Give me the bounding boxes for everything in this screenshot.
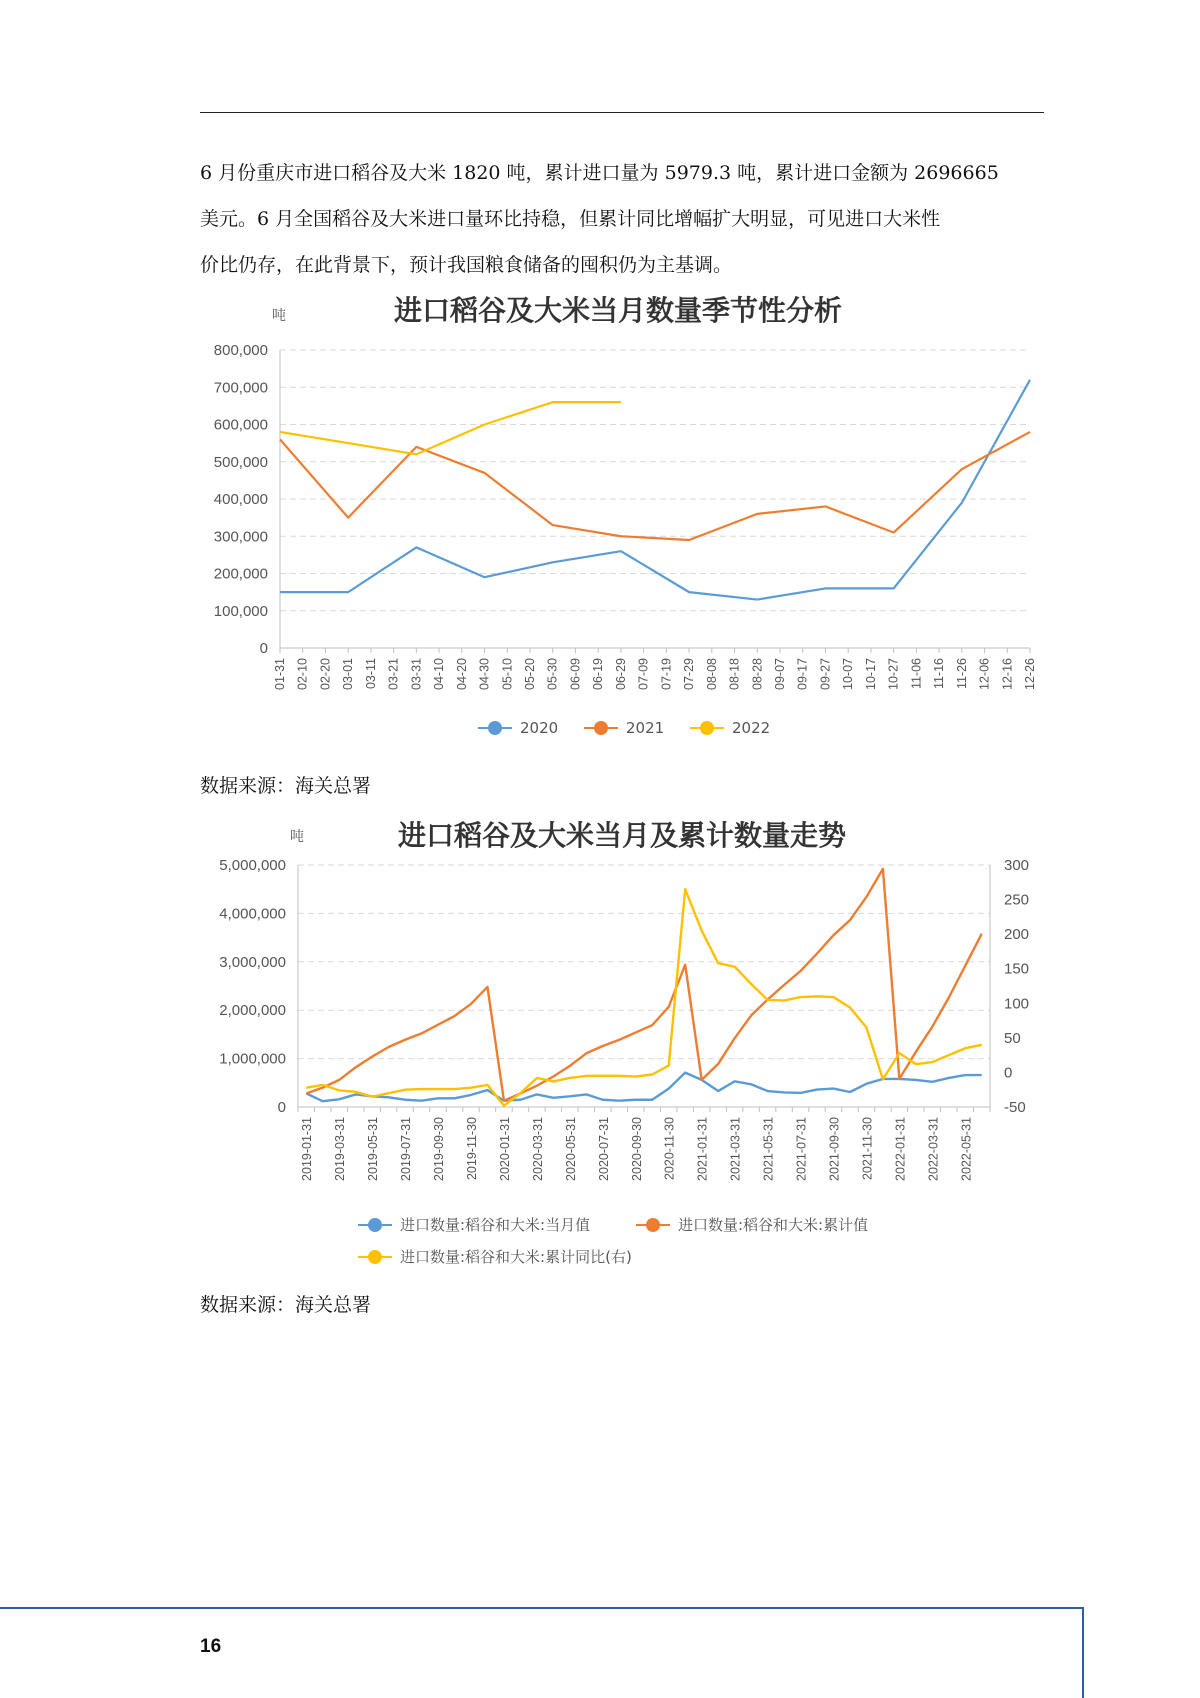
y-tick-label: 200,000	[213, 565, 268, 583]
x-tick-label: 2019-01-31	[300, 1117, 315, 1181]
x-tick-label: 2021-03-31	[728, 1117, 743, 1181]
x-tick-label: 12-16	[1000, 658, 1015, 690]
y-left-tick-label: 2,000,000	[219, 1002, 286, 1020]
x-tick-label: 2019-11-30	[465, 1117, 479, 1181]
y-right-tick-label: 150	[1004, 960, 1030, 978]
x-tick-label: 12-06	[977, 658, 992, 690]
y-tick-label: 500,000	[213, 453, 268, 471]
legend-marker	[594, 721, 608, 735]
x-tick-label: 10-07	[841, 658, 856, 690]
legend-marker	[646, 1218, 660, 1232]
x-tick-label: 07-19	[659, 658, 674, 690]
x-tick-label: 2019-09-30	[432, 1117, 447, 1181]
x-tick-label: 2020-09-30	[629, 1117, 644, 1181]
x-tick-label: 2019-05-31	[366, 1117, 381, 1181]
legend-label: 2021	[626, 719, 665, 737]
header-rule	[200, 112, 1044, 113]
y-tick-label: 0	[259, 640, 268, 657]
series-line-1	[306, 869, 982, 1101]
x-tick-label: 05-30	[545, 658, 560, 690]
legend-marker	[488, 721, 502, 735]
y-tick-label: 100,000	[213, 602, 268, 620]
x-tick-label: 10-27	[886, 658, 901, 690]
x-tick-label: 03-21	[386, 658, 401, 690]
x-tick-label: 2020-11-30	[662, 1117, 677, 1181]
x-tick-label: 01-31	[273, 658, 287, 690]
x-tick-label: 2022-01-31	[893, 1117, 908, 1181]
y-left-tick-label: 1,000,000	[219, 1050, 286, 1068]
y-right-tick-label: 0	[1004, 1064, 1013, 1082]
x-tick-label: 2021-11-30	[860, 1117, 875, 1181]
y-right-tick-label: 100	[1004, 995, 1030, 1013]
y-right-tick-label: 200	[1004, 926, 1030, 944]
x-tick-label: 09-17	[795, 658, 810, 690]
y-right-tick-label: 250	[1004, 891, 1030, 909]
y-tick-label: 800,000	[213, 342, 268, 359]
seasonal-chart	[0, 290, 1200, 750]
x-tick-label: 06-09	[568, 658, 583, 690]
x-tick-label: 08-08	[704, 658, 719, 690]
series-line-2022	[280, 402, 621, 454]
footer-side-rule	[1082, 1607, 1084, 1698]
y-tick-label: 300,000	[213, 528, 268, 546]
x-tick-label: 10-17	[863, 658, 878, 690]
chart2-title: 进口稻谷及大米当月及累计数量走势	[397, 819, 847, 852]
legend-label: 进口数量:稻谷和大米:当月值	[400, 1216, 591, 1234]
x-tick-label: 09-07	[773, 658, 787, 690]
x-tick-label: 04-30	[477, 658, 492, 690]
series-line-0	[306, 1073, 982, 1102]
y-left-tick-label: 0	[277, 1099, 286, 1116]
chart2-unit: 吨	[290, 829, 304, 845]
y-tick-label: 700,000	[213, 379, 268, 397]
legend-label: 进口数量:稻谷和大米:累计值	[678, 1216, 869, 1234]
y-tick-label: 600,000	[213, 416, 268, 434]
footer-rule	[0, 1607, 1082, 1609]
series-line-2020	[280, 380, 1030, 600]
x-tick-label: 2022-05-31	[959, 1117, 974, 1181]
x-tick-label: 05-10	[500, 658, 515, 690]
x-tick-label: 11-26	[954, 658, 969, 690]
paragraph-line: 6 月份重庆市进口稻谷及大米 1820 吨，累计进口量为 5979.3 吨，累计进口金额为 2696665	[200, 162, 999, 184]
y-right-tick-label: 300	[1004, 857, 1030, 874]
legend-marker	[368, 1218, 382, 1232]
legend-label: 2022	[732, 719, 771, 737]
y-left-tick-label: 4,000,000	[219, 905, 286, 923]
trend-chart	[0, 815, 1200, 1275]
x-tick-label: 03-31	[409, 658, 424, 690]
x-tick-label: 12-26	[1023, 658, 1037, 690]
x-tick-label: 06-19	[591, 658, 606, 690]
x-tick-label: 11-16	[932, 658, 947, 690]
x-tick-label: 04-20	[454, 658, 469, 690]
x-tick-label: 2020-03-31	[530, 1117, 545, 1181]
chart1-title: 进口稻谷及大米当月数量季节性分析	[393, 294, 843, 327]
y-left-tick-label: 5,000,000	[219, 857, 286, 874]
x-tick-label: 09-27	[818, 658, 833, 690]
x-tick-label: 2021-05-31	[761, 1117, 776, 1181]
x-tick-label: 08-18	[727, 658, 742, 690]
x-tick-label: 2021-07-31	[794, 1117, 809, 1181]
legend-marker	[368, 1250, 382, 1264]
legend-label: 2020	[520, 719, 559, 737]
series-line-2021	[280, 432, 1030, 540]
x-tick-label: 03-11	[363, 658, 378, 690]
legend-label: 进口数量:稻谷和大米:累计同比(右)	[400, 1248, 632, 1266]
x-tick-label: 2019-03-31	[333, 1117, 348, 1181]
x-tick-label: 2021-09-30	[827, 1117, 842, 1181]
chart1-source: 数据来源：海关总署	[200, 775, 372, 797]
paragraph-line: 美元。6 月全国稻谷及大米进口量环比持稳，但累计同比增幅扩大明显，可见进口大米性	[200, 208, 941, 230]
x-tick-label: 02-10	[295, 658, 310, 690]
y-tick-label: 400,000	[213, 491, 268, 508]
x-tick-label: 2020-01-31	[497, 1117, 512, 1181]
y-left-tick-label: 3,000,000	[219, 953, 286, 971]
x-tick-label: 08-28	[750, 658, 765, 690]
chart1-unit: 吨	[272, 308, 286, 324]
x-tick-label: 07-09	[636, 658, 651, 690]
x-tick-label: 07-29	[682, 658, 697, 690]
x-tick-label: 05-20	[523, 658, 537, 690]
x-tick-label: 2019-07-31	[399, 1117, 414, 1181]
chart2-source: 数据来源：海关总署	[200, 1294, 372, 1316]
x-tick-label: 2022-03-31	[926, 1117, 941, 1181]
x-tick-label: 04-10	[432, 658, 447, 690]
body-paragraph	[200, 150, 1030, 288]
x-tick-label: 03-01	[341, 658, 356, 690]
x-tick-label: 2020-05-31	[563, 1117, 578, 1181]
page-number: 16	[200, 1636, 222, 1657]
series-line-2	[306, 889, 982, 1105]
x-tick-label: 06-29	[613, 658, 628, 690]
legend-marker	[700, 721, 714, 735]
y-right-tick-label: 50	[1004, 1029, 1021, 1047]
x-tick-label: 2021-01-31	[695, 1117, 710, 1181]
x-tick-label: 02-20	[318, 658, 333, 690]
paragraph-line: 价比仍存，在此背景下，预计我国粮食储备的囤积仍为主基调。	[200, 254, 733, 276]
x-tick-label: 2020-07-31	[596, 1117, 611, 1181]
x-tick-label: 11-06	[909, 658, 924, 690]
y-right-tick-label: -50	[1004, 1099, 1026, 1116]
